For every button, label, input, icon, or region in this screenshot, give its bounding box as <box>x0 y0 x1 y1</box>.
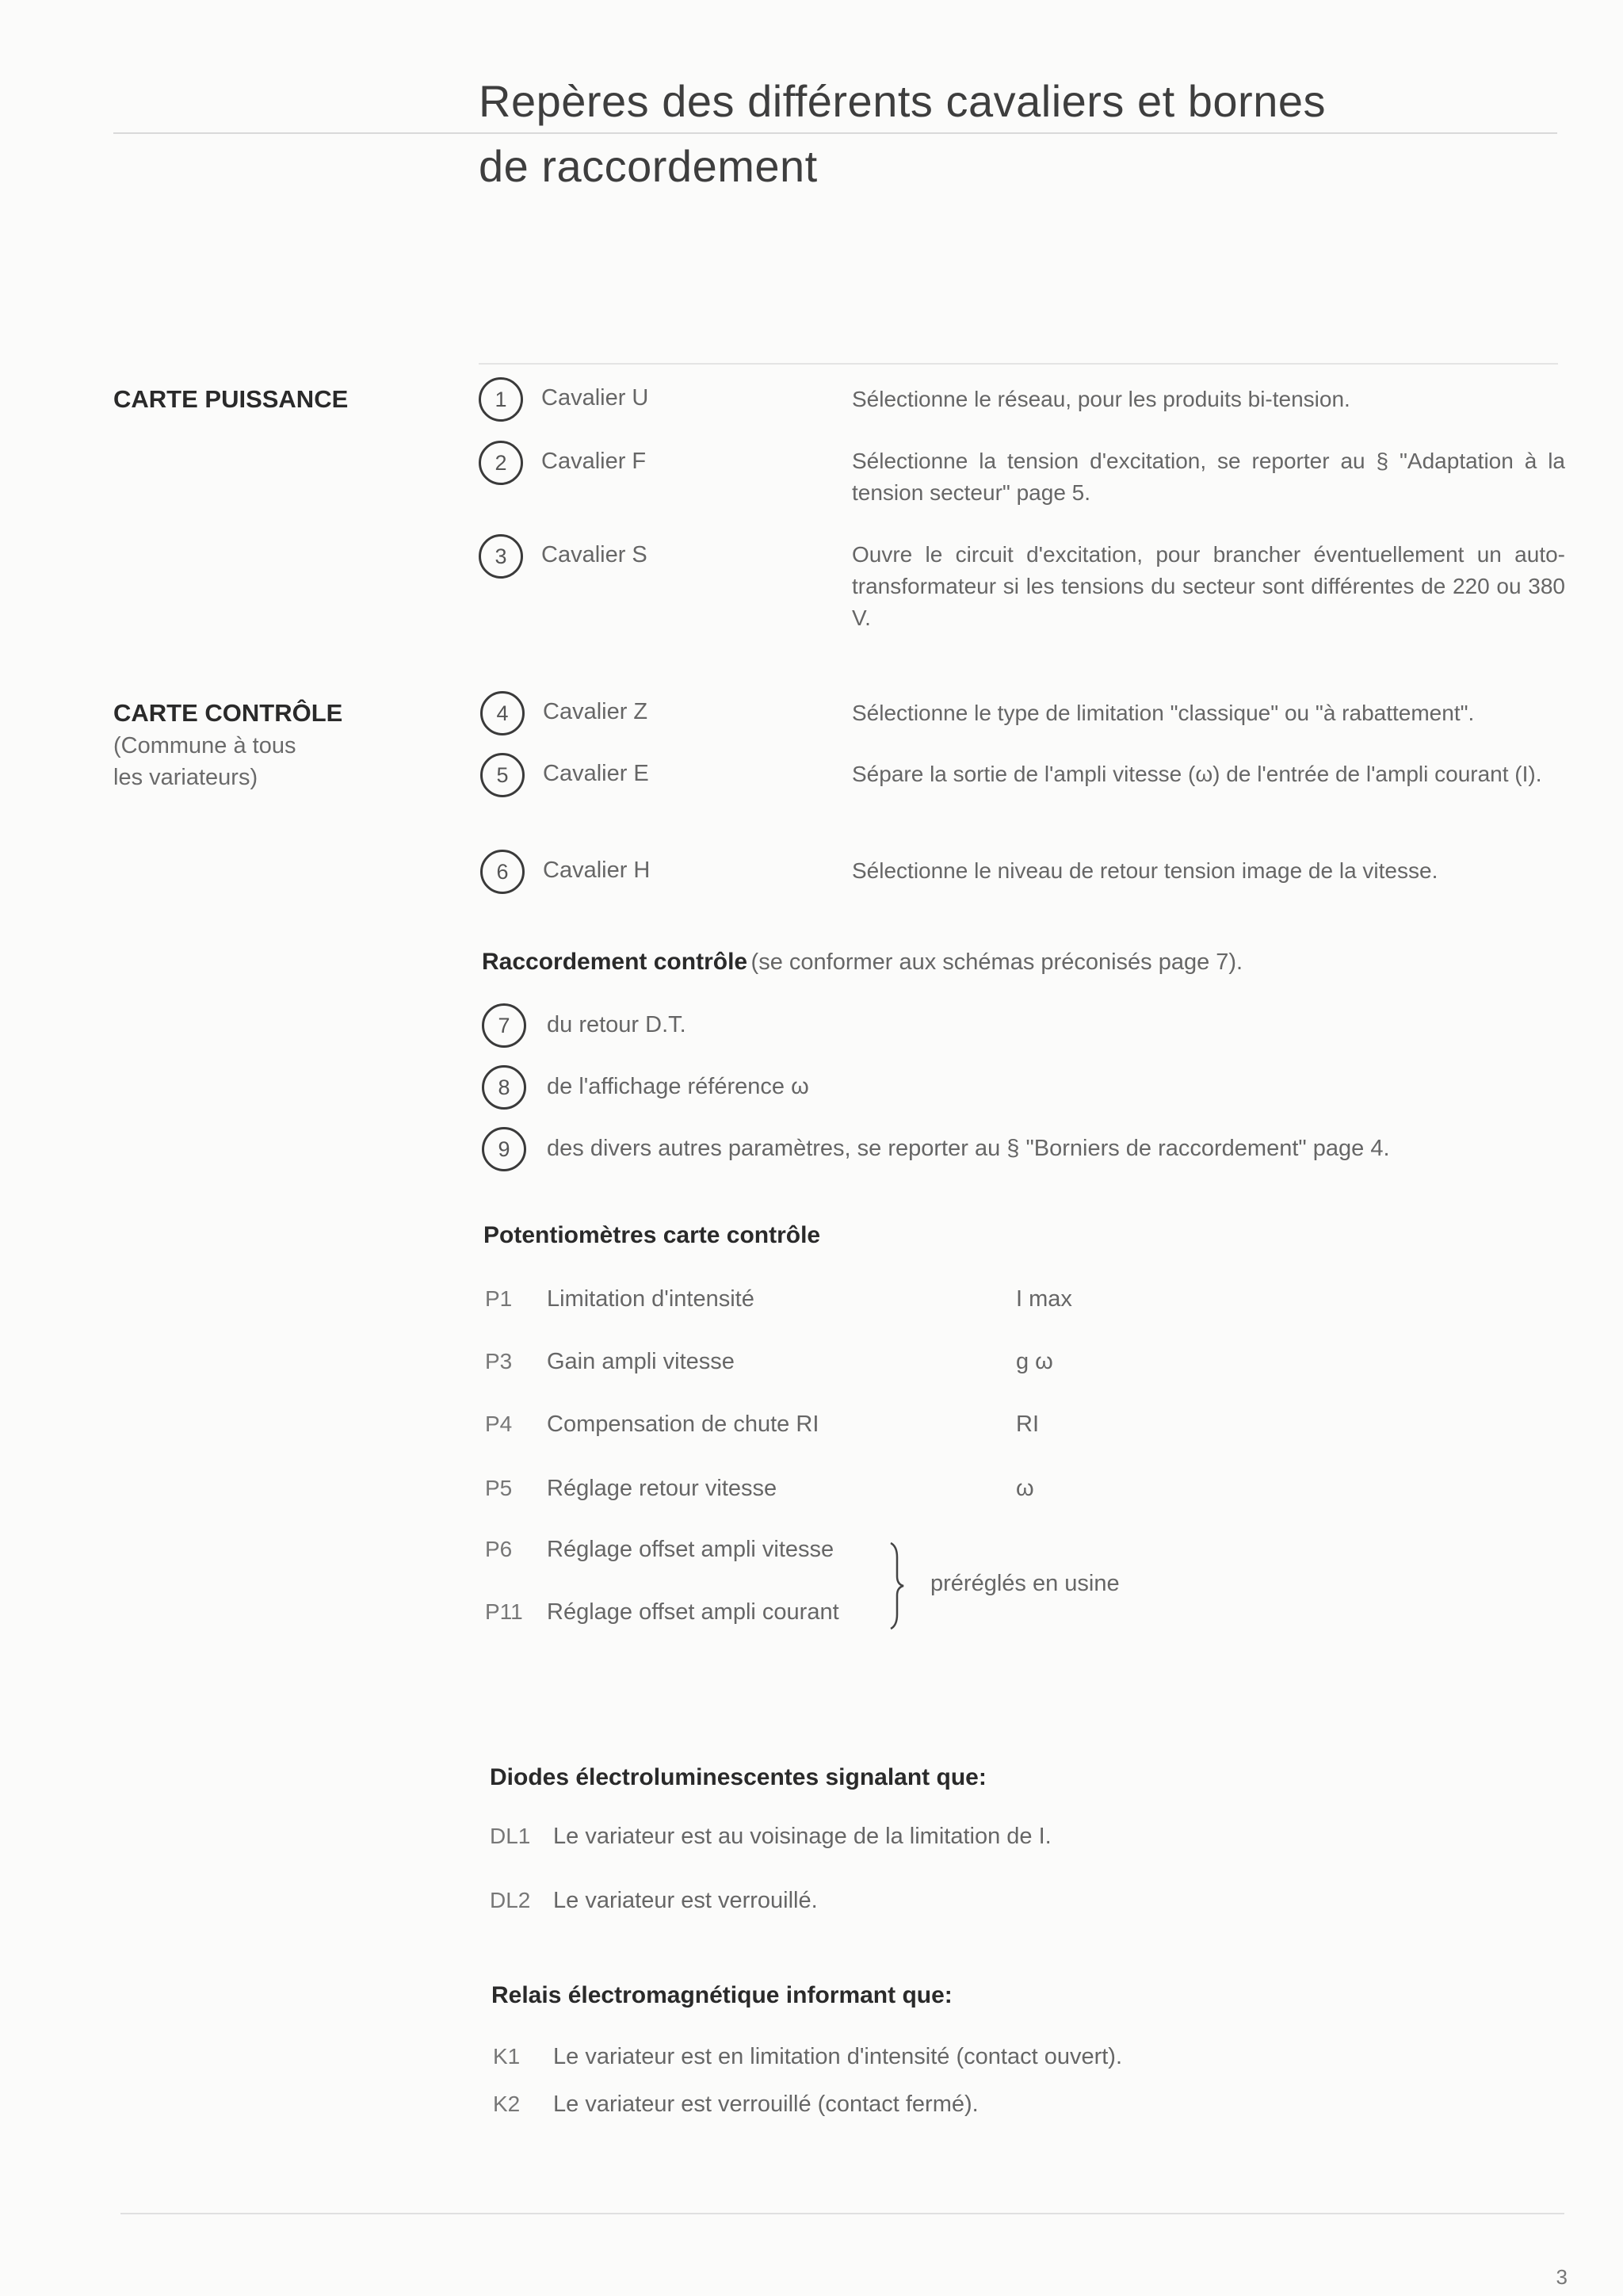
pot-label-p11: Réglage offset ampli courant <box>547 1599 839 1625</box>
marker-2: 2 <box>479 441 523 485</box>
diodes-heading: Diodes électroluminescentes signalant que: <box>490 1764 987 1790</box>
title-divider <box>113 132 1557 134</box>
pot-label-p3: Gain ampli vitesse <box>547 1349 735 1374</box>
carte-controle-label: CARTE CONTRÔLE <box>113 699 343 727</box>
raccordement-heading: Raccordement contrôle <box>482 949 748 975</box>
pot-symbol-p1: I max <box>1016 1286 1072 1312</box>
diode-code-dl1: DL1 <box>490 1824 531 1848</box>
cavalier-z-desc: Sélectionne le type de limitation "classique" ou "à rabattement". <box>852 701 1475 725</box>
relais-text-k2: Le variateur est verrouillé (contact fermé). <box>553 2092 979 2117</box>
marker-9: 9 <box>482 1127 526 1171</box>
pot-code-p4: P4 <box>485 1412 513 1436</box>
relais-heading: Relais électromagnétique informant que: <box>491 1982 953 2008</box>
pot-symbol-p5: ω <box>1016 1476 1034 1501</box>
cavalier-f-desc: Sélectionne la tension d'excitation, se reporter au § "Adaptation à la tension secteur" page 5. <box>852 449 1565 505</box>
cavalier-u-desc: Sélectionne le réseau, pour les produits bi-tension. <box>852 387 1350 411</box>
diode-code-dl2: DL2 <box>490 1888 531 1912</box>
carte-controle-sub2: les variateurs) <box>113 765 258 790</box>
relais-code-k2: K2 <box>493 2092 521 2116</box>
pot-label-p4: Compensation de chute RI <box>547 1412 819 1437</box>
pot-symbol-p3: g ω <box>1016 1349 1053 1374</box>
diode-text-dl2: Le variateur est verrouillé. <box>553 1888 818 1913</box>
diode-text-dl1: Le variateur est au voisinage de la limitation de I. <box>553 1824 1052 1849</box>
pot-code-p5: P5 <box>485 1476 513 1500</box>
carte-puissance-label: CARTE PUISSANCE <box>113 385 349 413</box>
cavalier-e: Cavalier E <box>543 761 649 786</box>
cavalier-z: Cavalier Z <box>543 699 648 724</box>
relais-text-k1: Le variateur est en limitation d'intensité (contact ouvert). <box>553 2044 1123 2069</box>
cavalier-h-desc: Sélectionne le niveau de retour tension image de la vitesse. <box>852 858 1438 883</box>
marker-7: 7 <box>482 1003 526 1048</box>
section-divider <box>479 363 1558 365</box>
brace-icon <box>884 1541 908 1630</box>
cavalier-f: Cavalier F <box>541 449 647 474</box>
raccordement-note: (se conformer aux schémas préconisés page 7). <box>750 949 1243 975</box>
pot-code-p1: P1 <box>485 1286 513 1311</box>
relais-code-k1: K1 <box>493 2044 521 2069</box>
cavalier-e-desc: Sépare la sortie de l'ampli vitesse (ω) de l'entrée de l'ampli courant (I). <box>852 762 1542 786</box>
raccordement-heading-row <box>482 949 1560 976</box>
cavalier-s: Cavalier S <box>541 542 647 567</box>
pot-label-p6: Réglage offset ampli vitesse <box>547 1537 834 1562</box>
marker-6: 6 <box>480 850 525 894</box>
pot-label-p5: Réglage retour vitesse <box>547 1476 777 1501</box>
cavalier-u: Cavalier U <box>541 385 649 411</box>
marker-4: 4 <box>480 691 525 735</box>
marker-5: 5 <box>480 753 525 797</box>
pot-code-p6: P6 <box>485 1537 513 1561</box>
footer-divider <box>120 2213 1564 2214</box>
page-title-line2: de raccordement <box>479 141 818 191</box>
pot-symbol-p4: RI <box>1016 1412 1039 1437</box>
marker-8: 8 <box>482 1065 526 1110</box>
raccordement-item-7: du retour D.T. <box>547 1012 686 1037</box>
pot-code-p3: P3 <box>485 1349 513 1373</box>
factory-preset-note: préréglés en usine <box>930 1571 1120 1596</box>
page-title-line1: Repères des différents cavaliers et bornes <box>479 76 1326 126</box>
cavalier-s-desc: Ouvre le circuit d'excitation, pour brancher éventuellement un auto-transformateur si les tensions du secteur sont différentes de 220 ou 380 V. <box>852 542 1565 630</box>
marker-3: 3 <box>479 534 523 579</box>
cavalier-h: Cavalier H <box>543 858 651 883</box>
raccordement-item-9: des divers autres paramètres, se reporter au § "Borniers de raccordement" page 4. <box>547 1136 1390 1161</box>
page-number: 3 <box>1556 2265 1568 2289</box>
marker-1: 1 <box>479 377 523 422</box>
raccordement-item-8: de l'affichage référence ω <box>547 1074 809 1099</box>
pot-label-p1: Limitation d'intensité <box>547 1286 754 1312</box>
potentiometres-heading: Potentiomètres carte contrôle <box>483 1222 821 1248</box>
pot-code-p11: P11 <box>485 1599 523 1624</box>
carte-controle-sub1: (Commune à tous <box>113 733 296 758</box>
